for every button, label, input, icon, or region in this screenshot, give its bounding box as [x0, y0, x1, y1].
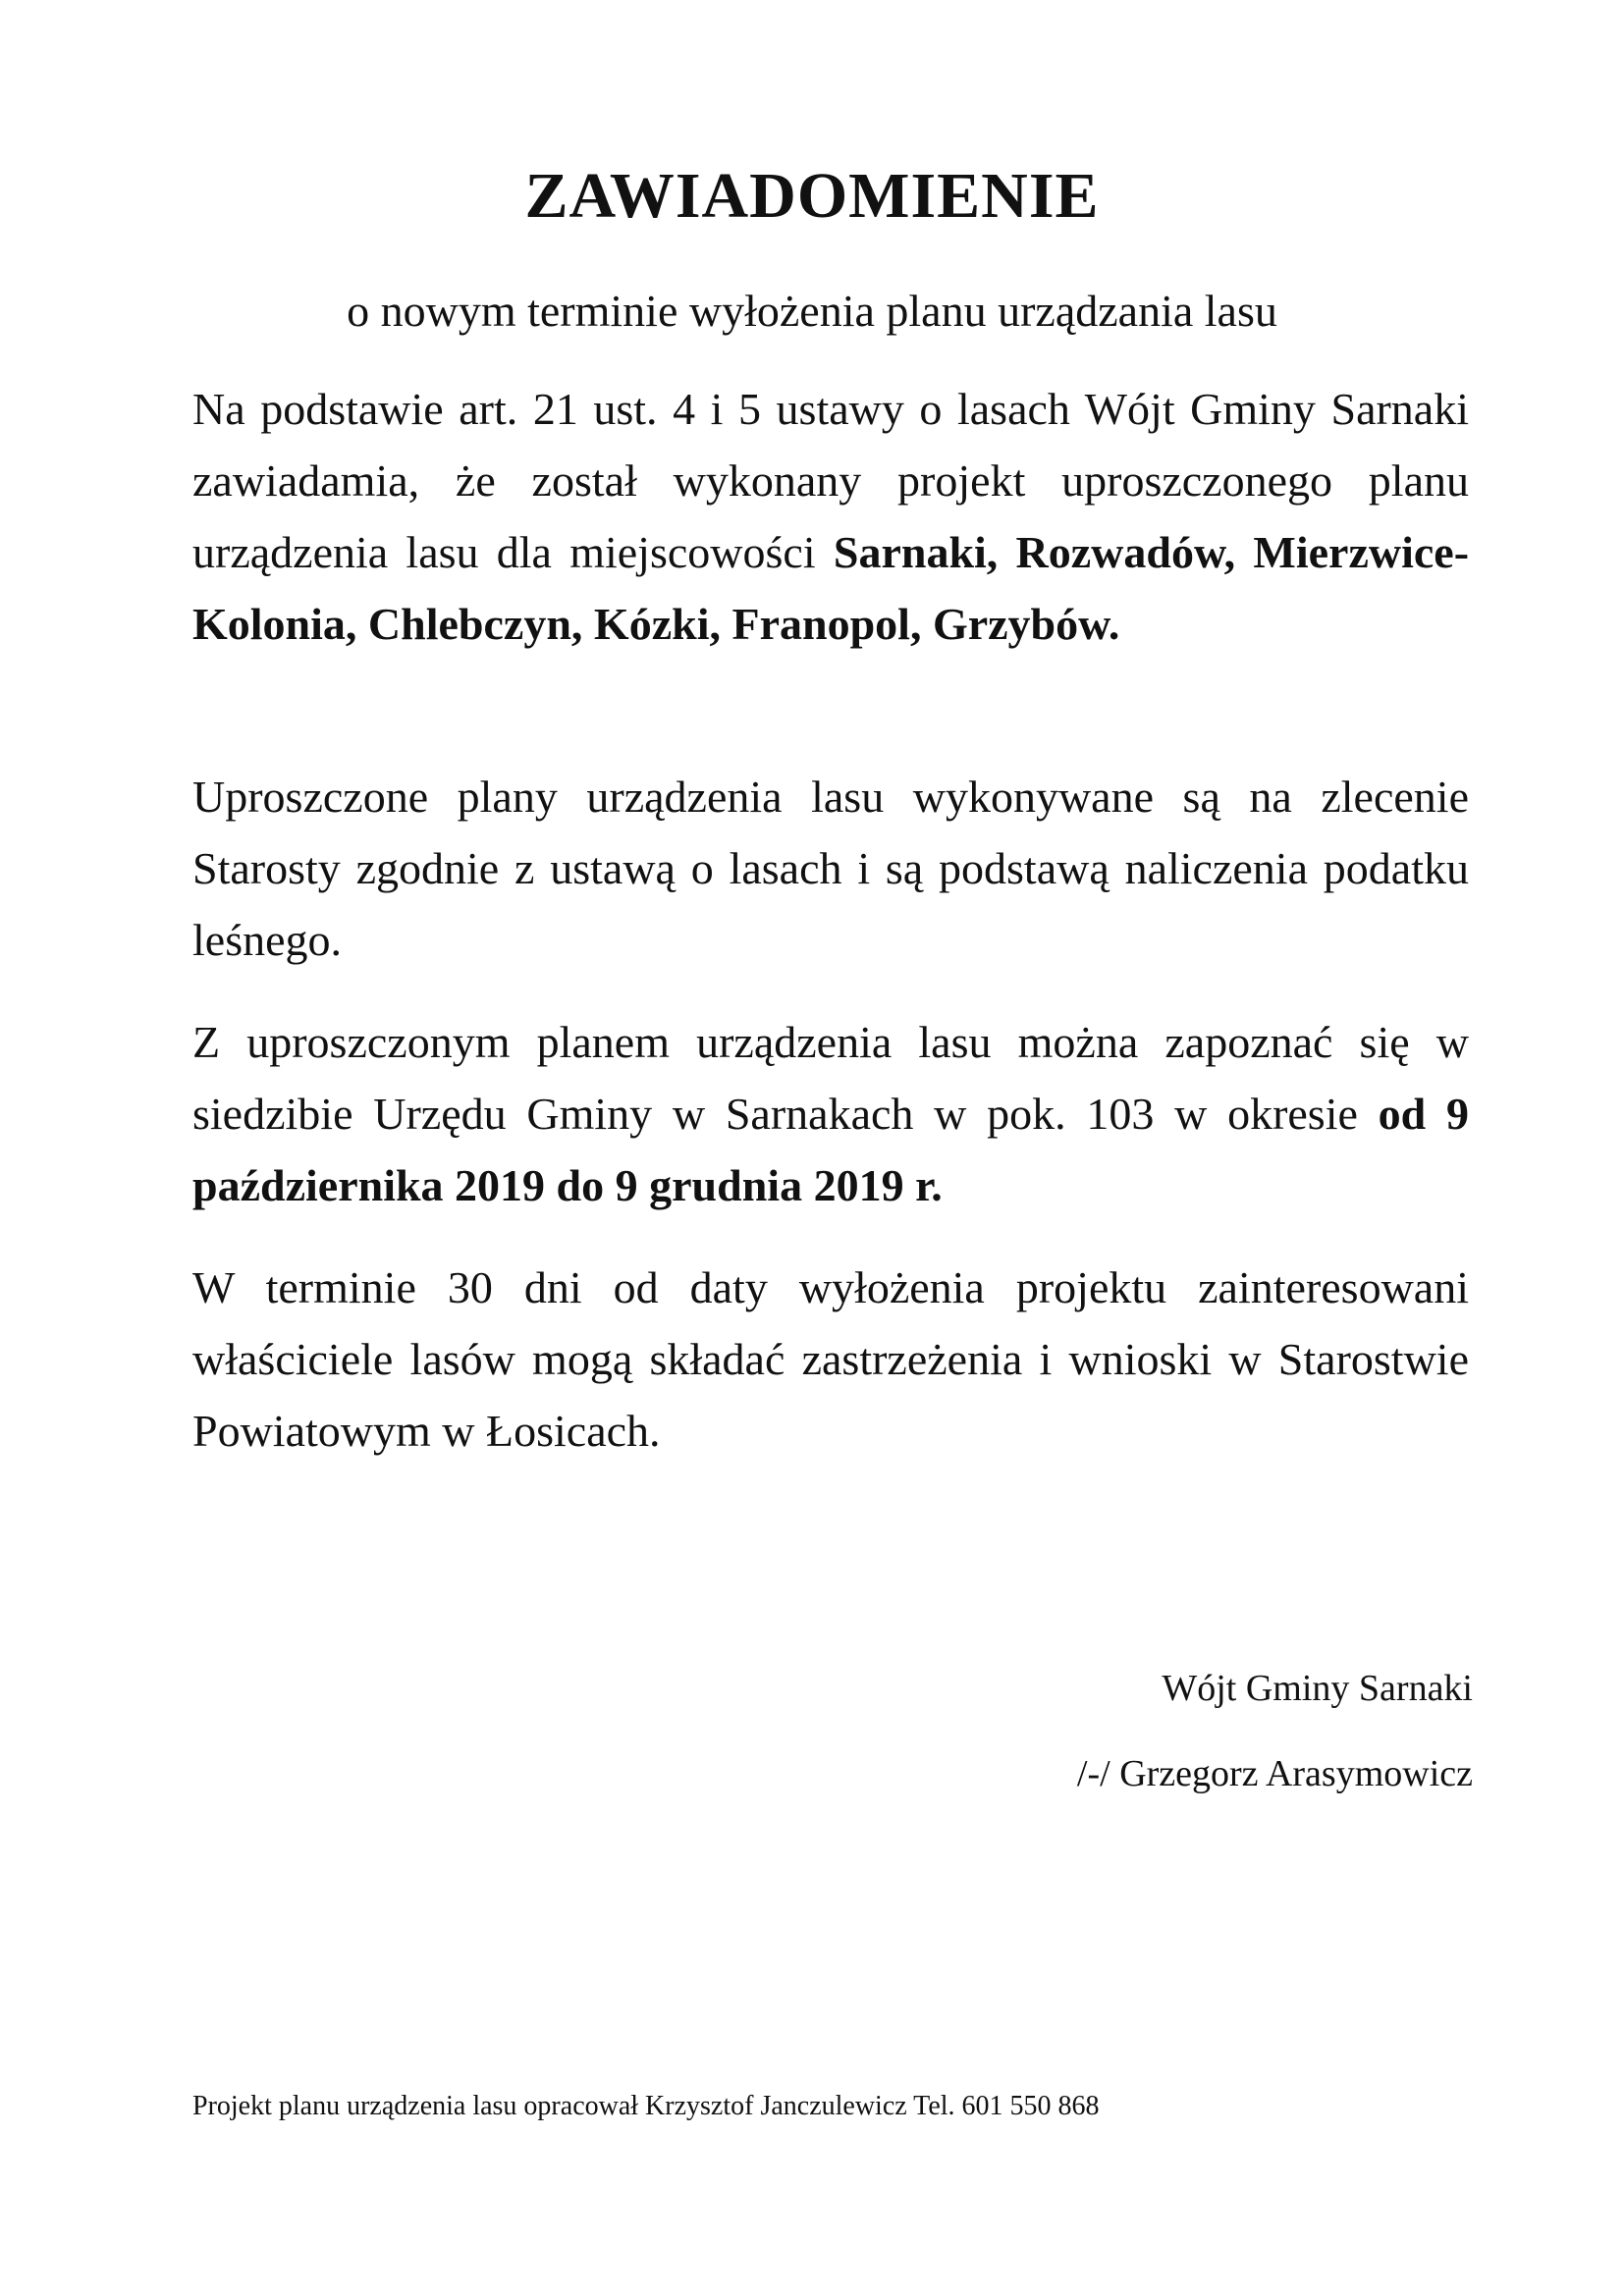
- paragraph-3: [192, 1006, 1469, 1221]
- signature-name: /-/ Grzegorz Arasymowicz: [1076, 1753, 1473, 1794]
- paragraph-4: W terminie 30 dni od daty wyłożenia projektu zainteresowani właściciele lasów mogą składać zastrzeżenia i wnioski w Starostwie Powiatowym w Łosicach.: [192, 1262, 1469, 1456]
- document-title: ZAWIADOMIENIE: [524, 160, 1100, 232]
- localities-list: Sarnaki, Rozwadów, Mierzwice-Kolonia, Chlebczyn, Kózki, Franopol, Grzybów.: [192, 527, 1470, 649]
- footer-note: Projekt planu urządzenia lasu opracował Krzysztof Janczulewicz Tel. 601 550 868: [192, 2091, 1100, 2121]
- document-subtitle: o nowym terminie wyłożenia planu urządzania lasu: [347, 286, 1277, 336]
- paragraph-1: [192, 373, 1469, 660]
- paragraph-2: Uproszczone plany urządzenia lasu wykonywane są na zlecenie Starosty zgodnie z ustawą o lasach i są podstawą naliczenia podatku leśnego.: [192, 772, 1469, 965]
- paragraph-1-text: Na podstawie art. 21 ust. 4 i 5 ustawy o lasach Wójt Gminy Sarnaki zawiadamia, że został wykonany projekt uproszczonego planu urządzenia lasu dla miejscowości: [192, 384, 1469, 577]
- signature-title: Wójt Gminy Sarnaki: [1162, 1668, 1473, 1709]
- inspection-period: od 9 października 2019 do 9 grudnia 2019 r.: [192, 1089, 1469, 1210]
- paragraph-3-text: Z uproszczonym planem urządzenia lasu można zapoznać się w siedzibie Urzędu Gminy w Sarnakach w pok. 103 w okresie: [192, 1017, 1469, 1139]
